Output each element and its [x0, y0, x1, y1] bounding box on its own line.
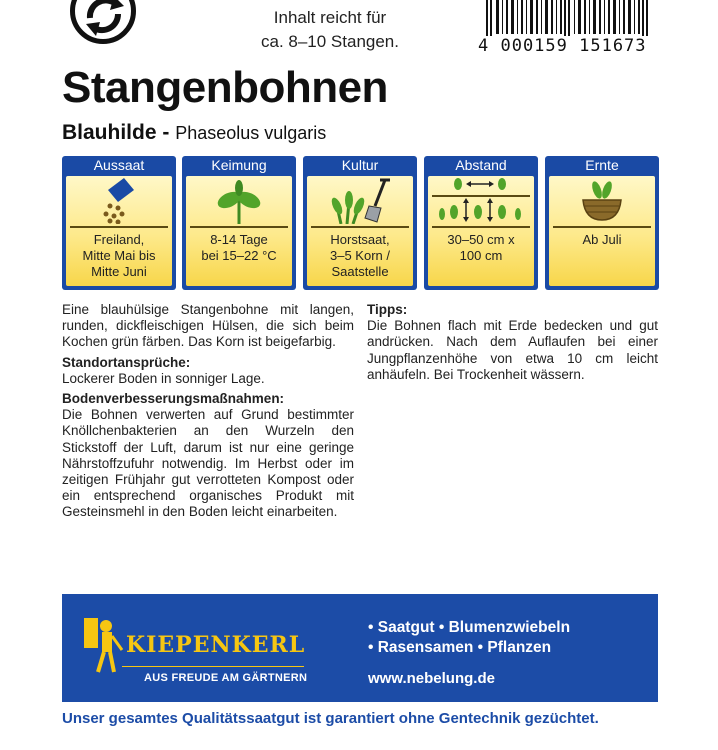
card-text-line: 8-14 Tage [210, 232, 268, 247]
card-text-line: bei 15–22 °C [201, 248, 277, 263]
right-column [367, 302, 658, 383]
tips-text: Die Bohnen flach mit Erde bedecken und gut andrücken. Nach dem Auflaufen bei einer Jungpflanzenhöhe von etwa 10 cm leicht anhäufeln. Bei Trockenheit wässern. [367, 318, 658, 382]
card-text-line: Ab Juli [582, 232, 622, 247]
variety-name: Blauhilde - [62, 121, 170, 144]
left-column [62, 302, 354, 521]
product-range-line1: • Saatgut • Blumenzwiebeln [368, 619, 571, 636]
plant-spade-icon [307, 176, 413, 224]
card-text-line: Mitte Mai bis [82, 248, 156, 263]
product-range-line2: • Rasensamen • Pflanzen [368, 639, 552, 656]
card-text-line: Saatstelle [331, 264, 389, 279]
product-range [368, 618, 570, 658]
kiepenkerl-mascot-icon [80, 614, 124, 676]
card-label: Abstand [455, 157, 507, 173]
card-text-line: 30–50 cm x [447, 232, 515, 247]
soil-heading: Bodenverbesserungsmaßnahmen: [62, 391, 285, 407]
content-note-line1: Inhalt reicht für [273, 8, 387, 27]
card-label: Aussaat [93, 157, 145, 173]
seedling-icon [186, 176, 292, 224]
card-text-line: Mitte Juni [91, 264, 147, 279]
recycle-icon [76, 0, 132, 40]
location-heading: Standortansprüche: [62, 354, 191, 370]
card-text-line: 3–5 Korn / [330, 248, 390, 263]
gmo-free-note: Unser gesamtes Qualitätssaatgut ist garantiert ohne Gentechnik gezüchtet. [62, 710, 599, 727]
card-text-line: 100 cm [459, 248, 503, 263]
card-ernte [545, 156, 659, 290]
spacing-icon [428, 176, 534, 224]
barcode-number: 4 000159 151673 [478, 36, 656, 56]
barcode-bars [478, 0, 656, 40]
content-note-line2: ca. 8–10 Stangen. [260, 32, 399, 51]
card-text-line: Horstsaat, [330, 232, 390, 247]
brand-name: KIEPENKERL [126, 632, 306, 658]
location-text: Lockerer Boden in sonniger Lage. [62, 370, 265, 386]
card-label: Kultur [341, 157, 379, 173]
recycle-logo [62, 0, 144, 50]
card-abstand [424, 156, 538, 290]
soil-text: Die Bohnen verwerten auf Grund bestimmter Knöllchenbakterien an den Wurzeln den Stickstoff der Luft, darum ist nur eine geringe Nährstoffzufuhr notwendig. Im Herbst oder im zeitigen Frühjahr gut verrotteten Kompost oder ein entsprechend organisches Produkt mit Gesteinsmehl in den Boden leicht einarbeiten. [62, 407, 354, 520]
sowing-icon [66, 176, 172, 224]
card-kultur [303, 156, 417, 290]
card-label: Ernte [585, 157, 619, 173]
product-subtitle [62, 120, 326, 146]
card-label: Keimung [211, 157, 267, 173]
website-link[interactable]: www.nebelung.de [368, 670, 495, 687]
brand-tagline: AUS FREUDE AM GÄRTNERN [144, 672, 308, 684]
harvest-bowl-icon [549, 176, 655, 224]
description-text: Eine blauhülsige Stangenbohne mit langen, runden, dickfleischigen Hülsen, die sich beim Kochen grün färben. Das Korn ist beigefarbig. [62, 302, 354, 350]
card-keimung [182, 156, 296, 290]
card-text-line: Freiland, [93, 232, 145, 247]
card-aussaat [62, 156, 176, 290]
latin-name: Phaseolus vulgaris [175, 123, 327, 143]
tips-heading: Tipps: [367, 302, 408, 317]
product-title: Stangenbohnen [62, 63, 388, 112]
content-note [250, 6, 410, 54]
barcode [478, 0, 656, 62]
brand-banner [62, 594, 658, 702]
